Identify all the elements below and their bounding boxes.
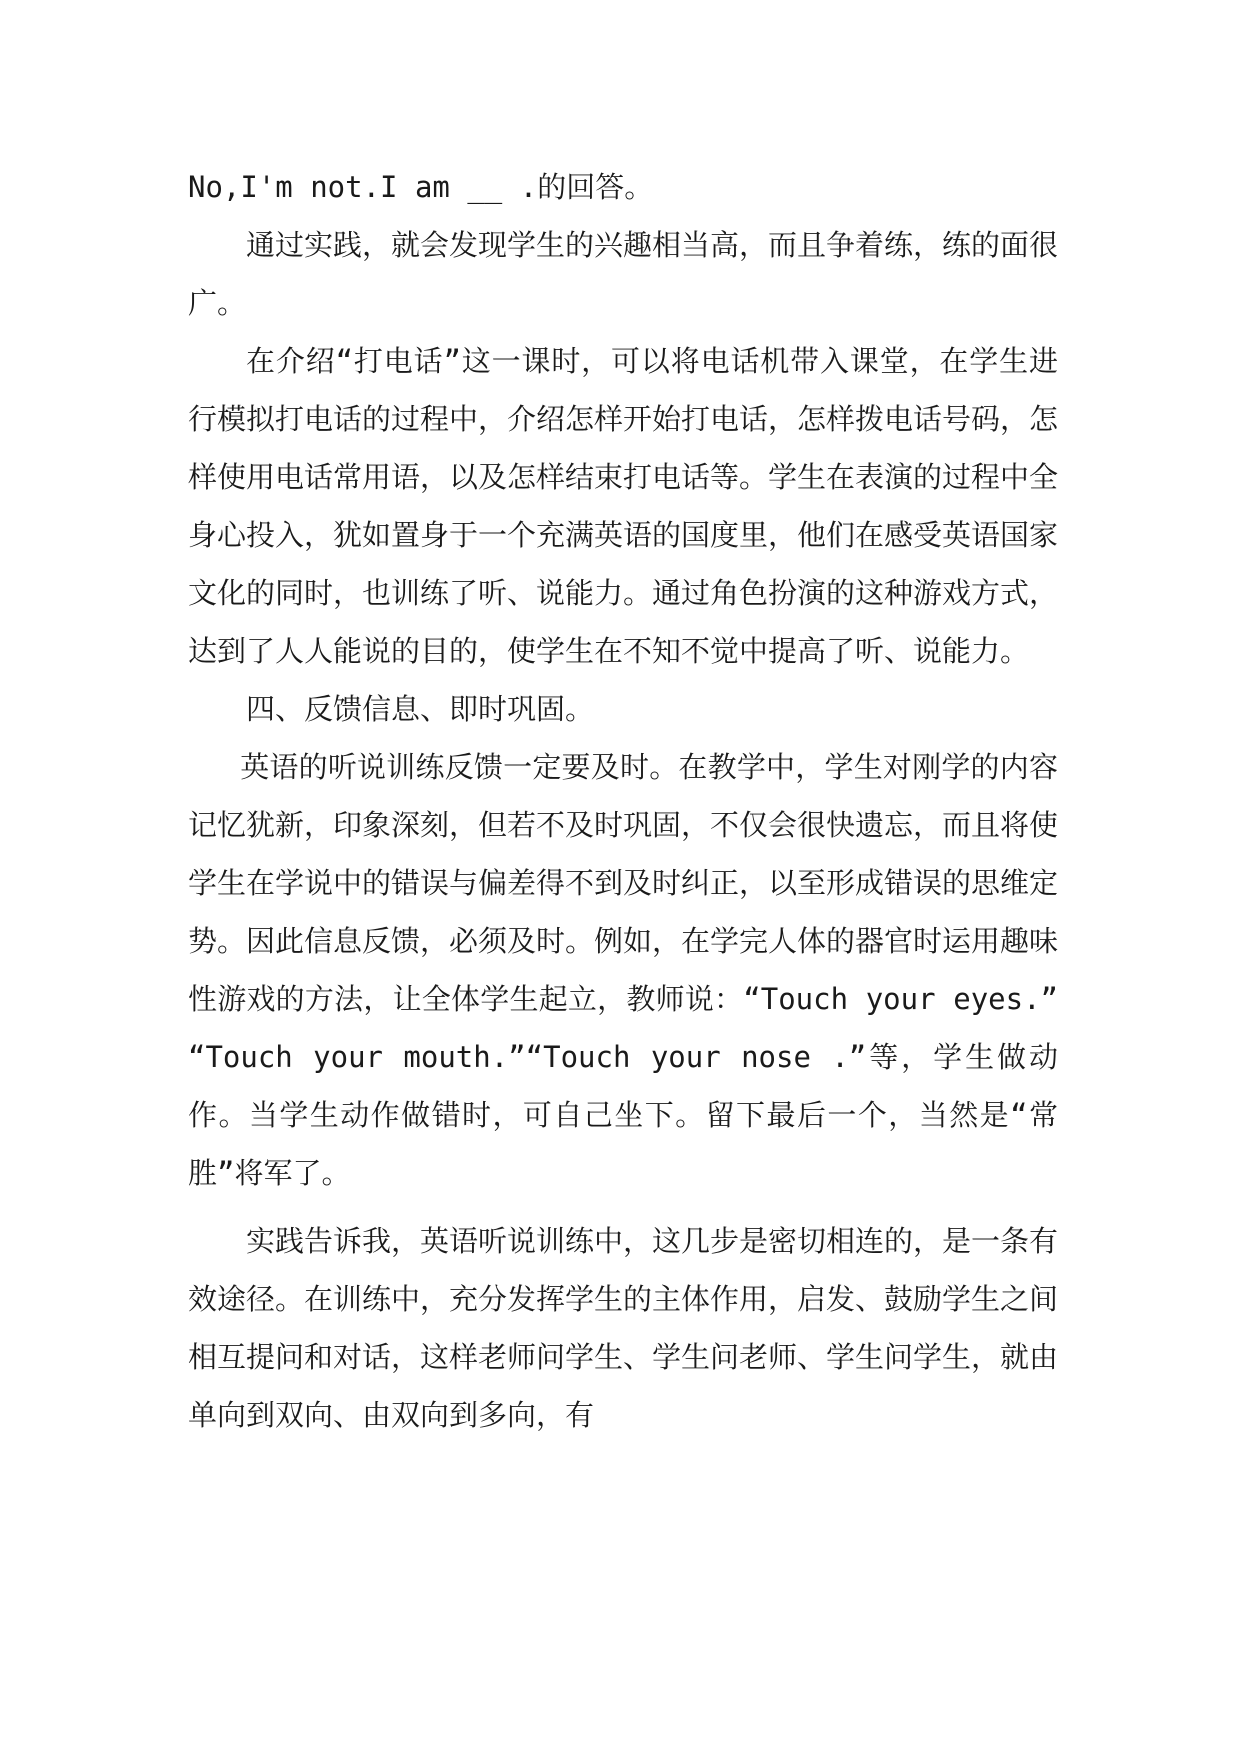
paragraph-practice-conclusion: 实践告诉我，英语听说训练中，这几步是密切相连的，是一条有效途径。在训练中，充分发挥学生的主体作用，启发、鼓励学生之间相互提问和对话，这样老师问学生、学生问老师、学生问学生，就由单向到双向、由双向到多向，有 [188, 1224, 1059, 1432]
paragraph-feedback-timely: 英语的听说训练反馈一定要及时。在教学中，学生对刚学的内容记忆犹新，印象深刻，但若不及时巩固，不仅会很快遗忘，而且将使学生在学说中的错误与偏差得不到及时纠正，以至形成错误的思维定势。因此信息反馈，必须及时。例如，在学完人体的器官时运用趣味性游戏的方法，让全体学生起立，教师说：“Touch your eyes.” “Touch your mouth.”“Touch your nose .”等，学生做动作。当学生动作做错时，可自己坐下。留下最后一个，当然是“常胜”将军了。 [188, 750, 1059, 1190]
paragraph-answer-continuation: No,I'm not.I am __ .的回答。 [188, 170, 654, 204]
section-heading-feedback: 四、反馈信息、即时巩固。 [246, 692, 595, 726]
paragraph-phone-call-lesson: 在介绍“打电话”这一课时，可以将电话机带入课堂，在学生进行模拟打电话的过程中，介绍怎样开始打电话，怎样拨电话号码，怎样使用电话常用语，以及怎样结束打电话等。学生在表演的过程中全身心投入，犹如置身于一个充满英语的国度里，他们在感受英语国家文化的同时，也训练了听、说能力。通过角色扮演的这种游戏方式，达到了人人能说的目的，使学生在不知不觉中提高了听、说能力。 [188, 344, 1059, 668]
document-body [188, 158, 1058, 1444]
paragraph-practice-interest: 通过实践，就会发现学生的兴趣相当高，而且争着练，练的面很广。 [188, 228, 1059, 320]
